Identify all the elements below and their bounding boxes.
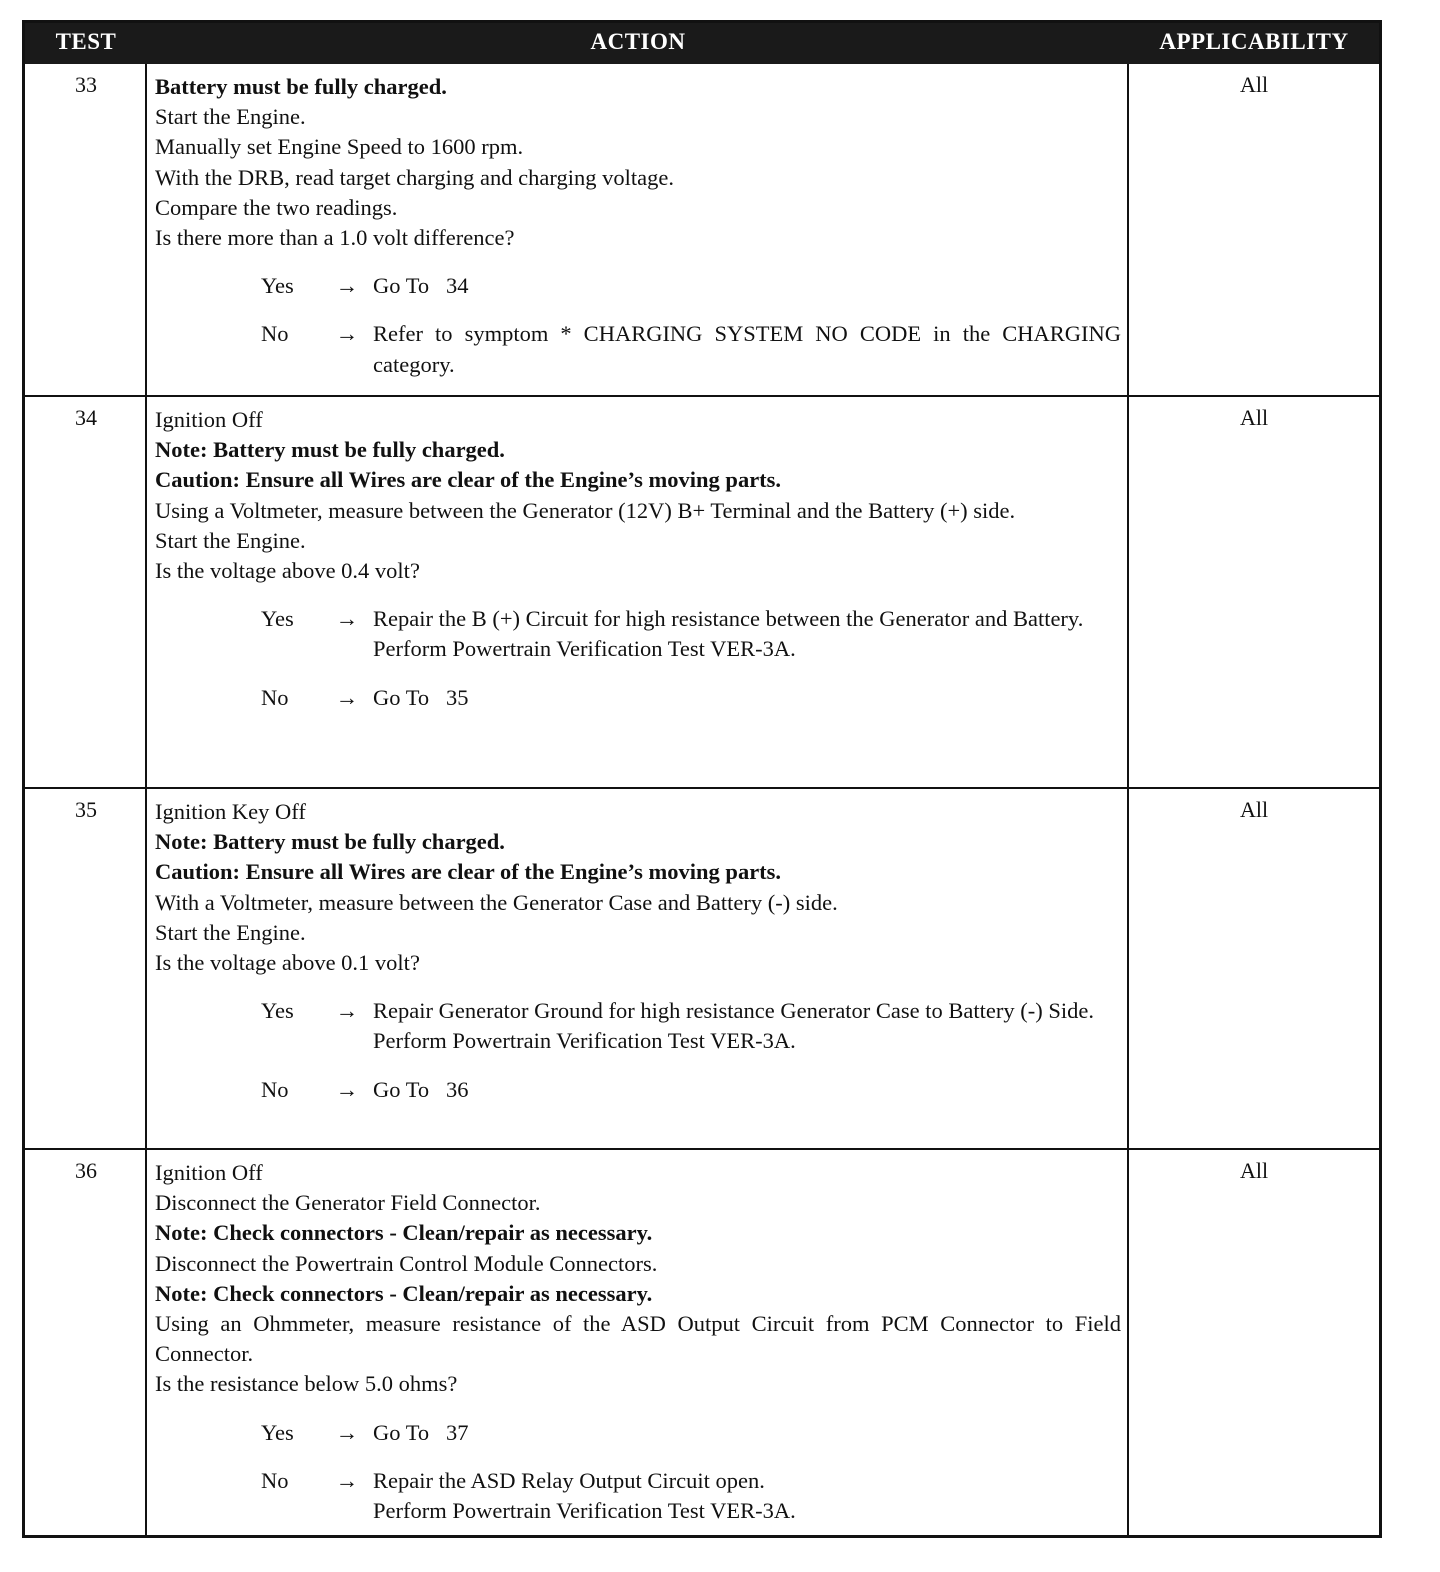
result-line: Repair the B (+) Circuit for high resistance between the Generator and Battery. [373,606,1084,632]
instruction-line: Compare the two readings. [155,194,398,220]
result-line: Go To 34 [373,273,469,299]
instruction-line: Ignition Off [155,1160,263,1185]
outcome-no [155,319,1121,379]
outcome-result [373,319,1121,379]
instruction-line: With a Voltmeter, measure between the Generator Case and Battery (-) side. [155,889,838,915]
arrow-right-icon: → [335,684,359,710]
result-line: Perform Powertrain Verification Test VER-3A. [373,1498,796,1524]
action-cell [155,1158,1121,1526]
instruction-line: Ignition Key Off [155,799,306,824]
outcome-no [155,1466,1121,1526]
outcome-yes [155,996,1121,1056]
answer-label: Yes [261,273,294,299]
answer-label: No [261,684,289,710]
note-line: Battery must be fully charged. [155,74,447,99]
note-line: Caution: Ensure all Wires are clear of the Engine’s moving parts. [155,859,782,885]
instruction-line: Using a Voltmeter, measure between the Generator (12V) B+ Terminal and the Battery (+) side. [155,497,1016,523]
instruction-line: Start the Engine. [155,919,306,945]
instruction-line: Start the Engine. [155,104,306,130]
outcome-result [373,683,1121,713]
result-line: Repair the ASD Relay Output Circuit open. [373,1467,765,1493]
result-line: Go To 35 [373,684,469,710]
table-row [25,787,1379,1148]
note-line: Note: Check connectors - Clean/repair as necessary. [155,1280,653,1306]
arrow-right-icon: → [335,998,359,1024]
table-row [25,1148,1379,1538]
instruction-line: Manually set Engine Speed to 1600 rpm. [155,134,524,160]
applicability-cell: All [1239,1158,1269,1183]
note-line: Note: Battery must be fully charged. [155,829,505,855]
table-row [25,64,1379,395]
result-line: Perform Powertrain Verification Test VER-3A. [373,1028,796,1054]
arrow-right-icon: → [335,1467,359,1493]
result-line: Go To 37 [373,1419,469,1445]
instruction-line: Using an Ohmmeter, measure resistance of the ASD Output Circuit from PCM Connector to Field Connector. [155,1311,1121,1367]
outcome-yes [155,271,1121,301]
diagnostic-table [22,20,1382,1538]
action-cell [155,72,1121,380]
applicability-cell: All [1239,797,1269,822]
action-cell [155,405,1121,713]
instruction-line: Ignition Off [155,407,263,432]
test-number: 35 [75,797,97,822]
header-action: ACTION [590,29,686,54]
arrow-right-icon: → [335,1076,359,1102]
instruction-line: Start the Engine. [155,527,306,553]
arrow-right-icon: → [335,606,359,632]
instruction-line: Is the voltage above 0.1 volt? [155,950,420,976]
outcome-result [373,996,1121,1056]
instruction-line: With the DRB, read target charging and charging voltage. [155,164,674,190]
result-line: Go To 36 [373,1076,469,1102]
instruction-line: Is the voltage above 0.4 volt? [155,558,420,584]
result-line: Perform Powertrain Verification Test VER-3A. [373,636,796,662]
outcome-no [155,683,1121,713]
answer-label: Yes [261,606,294,632]
instruction-line: Is the resistance below 5.0 ohms? [155,1371,458,1397]
table-header [25,23,1379,64]
test-number: 33 [75,72,97,97]
outcome-result [373,604,1121,664]
answer-label: Yes [261,1419,294,1445]
applicability-cell: All [1239,405,1269,430]
outcome-yes [155,604,1121,664]
instruction-line: Is there more than a 1.0 volt difference? [155,225,515,251]
note-line: Note: Battery must be fully charged. [155,437,505,463]
test-number: 34 [75,405,97,430]
instruction-line: Disconnect the Powertrain Control Module Connectors. [155,1250,658,1276]
applicability-cell: All [1239,72,1269,97]
header-applicability: APPLICABILITY [1159,29,1349,54]
outcome-result [373,1466,1121,1526]
result-line: Repair Generator Ground for high resistance Generator Case to Battery (-) Side. [373,998,1094,1024]
note-line: Caution: Ensure all Wires are clear of the Engine’s moving parts. [155,467,782,493]
result-line: Refer to symptom * CHARGING SYSTEM NO CODE in the CHARGING category. [373,321,1121,377]
arrow-right-icon: → [335,1419,359,1445]
outcome-result [373,1418,1121,1448]
outcome-result [373,1075,1121,1105]
answer-label: No [261,1467,289,1493]
answer-label: No [261,321,289,347]
outcome-yes [155,1418,1121,1448]
table-row [25,395,1379,787]
instruction-line: Disconnect the Generator Field Connector. [155,1190,541,1216]
outcome-result [373,271,1121,301]
outcome-no [155,1075,1121,1105]
arrow-right-icon: → [335,321,359,347]
answer-label: Yes [261,998,294,1024]
arrow-right-icon: → [335,273,359,299]
answer-label: No [261,1076,289,1102]
note-line: Note: Check connectors - Clean/repair as necessary. [155,1220,653,1246]
action-cell [155,797,1121,1105]
test-number: 36 [75,1158,97,1183]
header-test: TEST [55,29,117,54]
